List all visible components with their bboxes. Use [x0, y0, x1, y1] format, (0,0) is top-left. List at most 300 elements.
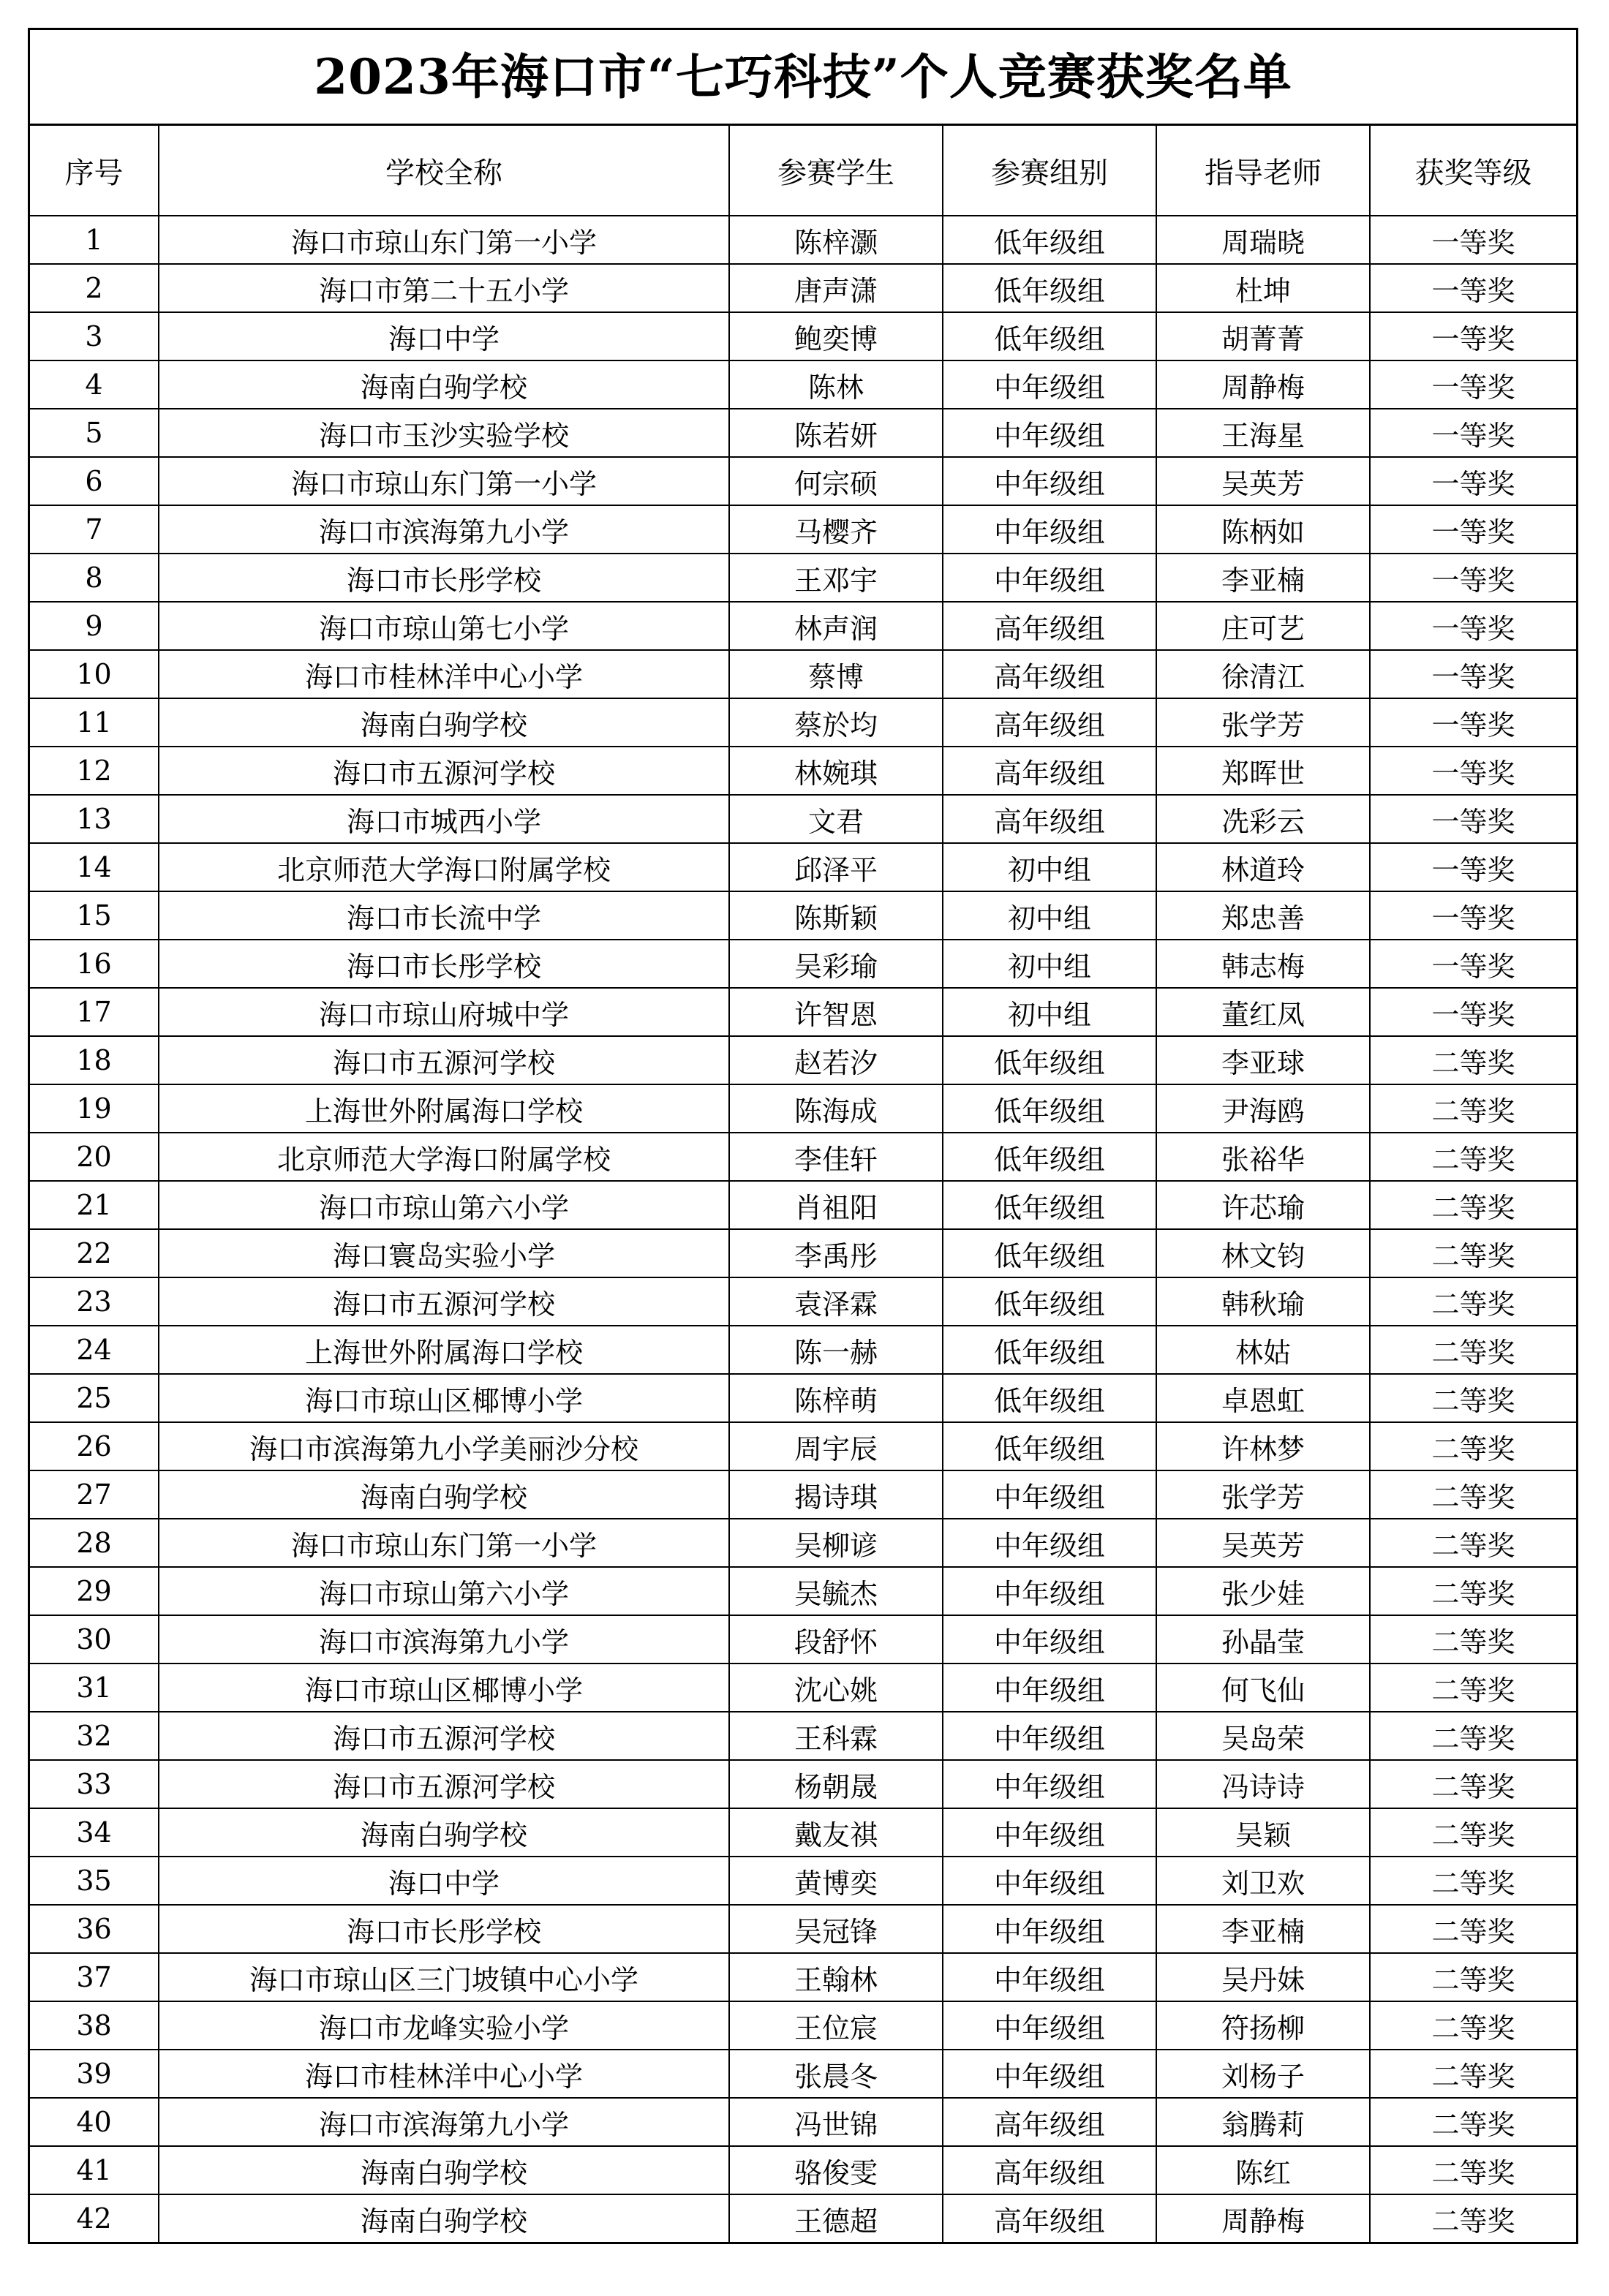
cell-school: 海南白驹学校	[159, 1470, 729, 1519]
cell-school: 海口中学	[159, 312, 729, 360]
cell-group: 高年级组	[943, 698, 1156, 747]
cell-group: 中年级组	[943, 1760, 1156, 1808]
cell-teacher: 林姑	[1156, 1326, 1370, 1374]
cell-group: 低年级组	[943, 216, 1156, 264]
cell-index: 10	[30, 650, 159, 698]
cell-index: 2	[30, 264, 159, 312]
cell-group: 中年级组	[943, 1470, 1156, 1519]
cell-school: 海口市五源河学校	[159, 1760, 729, 1808]
cell-award: 二等奖	[1370, 1422, 1576, 1470]
cell-student: 赵若汐	[729, 1036, 943, 1084]
table-row	[30, 602, 1576, 650]
cell-school: 海口市玉沙实验学校	[159, 409, 729, 457]
cell-student: 袁泽霖	[729, 1277, 943, 1326]
cell-award: 二等奖	[1370, 1036, 1576, 1084]
cell-award: 二等奖	[1370, 1084, 1576, 1133]
table-row	[30, 1760, 1576, 1808]
cell-index: 32	[30, 1712, 159, 1760]
cell-school: 海南白驹学校	[159, 2146, 729, 2194]
cell-teacher: 陈柄如	[1156, 505, 1370, 554]
cell-index: 12	[30, 747, 159, 795]
cell-group: 低年级组	[943, 1181, 1156, 1229]
header-index: 序号	[30, 126, 159, 216]
cell-teacher: 吴英芳	[1156, 457, 1370, 505]
table-row	[30, 1857, 1576, 1905]
cell-award: 二等奖	[1370, 2194, 1576, 2242]
cell-index: 28	[30, 1519, 159, 1567]
cell-group: 中年级组	[943, 1808, 1156, 1857]
cell-award: 一等奖	[1370, 891, 1576, 940]
cell-teacher: 张学芳	[1156, 698, 1370, 747]
cell-student: 李禹彤	[729, 1229, 943, 1277]
cell-school: 上海世外附属海口学校	[159, 1084, 729, 1133]
cell-award: 一等奖	[1370, 747, 1576, 795]
cell-index: 34	[30, 1808, 159, 1857]
cell-student: 戴友祺	[729, 1808, 943, 1857]
cell-group: 高年级组	[943, 795, 1156, 843]
cell-teacher: 吴丹妹	[1156, 1953, 1370, 2001]
cell-award: 一等奖	[1370, 216, 1576, 264]
cell-index: 15	[30, 891, 159, 940]
cell-teacher: 杜坤	[1156, 264, 1370, 312]
cell-school: 海口市五源河学校	[159, 747, 729, 795]
cell-teacher: 韩志梅	[1156, 940, 1370, 988]
cell-award: 二等奖	[1370, 2146, 1576, 2194]
cell-school: 海口市琼山第六小学	[159, 1181, 729, 1229]
cell-award: 二等奖	[1370, 1133, 1576, 1181]
cell-award: 一等奖	[1370, 698, 1576, 747]
cell-student: 王科霖	[729, 1712, 943, 1760]
cell-group: 中年级组	[943, 1953, 1156, 2001]
cell-teacher: 冯诗诗	[1156, 1760, 1370, 1808]
cell-teacher: 李亚楠	[1156, 554, 1370, 602]
table-row	[30, 2146, 1576, 2194]
cell-award: 一等奖	[1370, 795, 1576, 843]
cell-teacher: 张学芳	[1156, 1470, 1370, 1519]
cell-index: 9	[30, 602, 159, 650]
cell-school: 海口中学	[159, 1857, 729, 1905]
cell-teacher: 吴岛荣	[1156, 1712, 1370, 1760]
cell-student: 陈海成	[729, 1084, 943, 1133]
cell-school: 海口市琼山区三门坡镇中心小学	[159, 1953, 729, 2001]
cell-group: 高年级组	[943, 2098, 1156, 2146]
cell-group: 低年级组	[943, 1422, 1156, 1470]
table-row	[30, 2194, 1576, 2242]
cell-index: 17	[30, 988, 159, 1036]
cell-index: 7	[30, 505, 159, 554]
cell-award: 二等奖	[1370, 1615, 1576, 1664]
cell-teacher: 符扬柳	[1156, 2001, 1370, 2050]
cell-school: 海口市滨海第九小学	[159, 2098, 729, 2146]
cell-student: 陈梓灏	[729, 216, 943, 264]
cell-teacher: 冼彩云	[1156, 795, 1370, 843]
cell-school: 海口市琼山区椰博小学	[159, 1374, 729, 1422]
cell-group: 中年级组	[943, 360, 1156, 409]
cell-award: 一等奖	[1370, 312, 1576, 360]
cell-group: 中年级组	[943, 505, 1156, 554]
cell-school: 海南白驹学校	[159, 360, 729, 409]
cell-group: 高年级组	[943, 602, 1156, 650]
cell-school: 海口市琼山东门第一小学	[159, 1519, 729, 1567]
cell-school: 海南白驹学校	[159, 698, 729, 747]
cell-teacher: 林道玲	[1156, 843, 1370, 891]
cell-teacher: 许林梦	[1156, 1422, 1370, 1470]
cell-teacher: 李亚球	[1156, 1036, 1370, 1084]
cell-student: 鲍奕博	[729, 312, 943, 360]
table-row	[30, 940, 1576, 988]
cell-award: 二等奖	[1370, 1326, 1576, 1374]
cell-student: 唐声潇	[729, 264, 943, 312]
cell-teacher: 徐清江	[1156, 650, 1370, 698]
cell-student: 吴毓杰	[729, 1567, 943, 1615]
table-row	[30, 457, 1576, 505]
table-row	[30, 1229, 1576, 1277]
table-row	[30, 1808, 1576, 1857]
cell-award: 二等奖	[1370, 1374, 1576, 1422]
cell-group: 低年级组	[943, 1277, 1156, 1326]
cell-student: 陈若妍	[729, 409, 943, 457]
cell-index: 13	[30, 795, 159, 843]
header-award: 获奖等级	[1370, 126, 1576, 216]
cell-index: 39	[30, 2050, 159, 2098]
cell-student: 林声润	[729, 602, 943, 650]
table-row	[30, 2098, 1576, 2146]
cell-student: 吴冠锋	[729, 1905, 943, 1953]
table-row	[30, 1905, 1576, 1953]
cell-index: 8	[30, 554, 159, 602]
cell-student: 邱泽平	[729, 843, 943, 891]
cell-school: 海口市第二十五小学	[159, 264, 729, 312]
cell-award: 二等奖	[1370, 1857, 1576, 1905]
cell-award: 二等奖	[1370, 1953, 1576, 2001]
cell-teacher: 刘杨子	[1156, 2050, 1370, 2098]
cell-group: 中年级组	[943, 2001, 1156, 2050]
cell-teacher: 郑忠善	[1156, 891, 1370, 940]
table-row	[30, 312, 1576, 360]
cell-group: 低年级组	[943, 1374, 1156, 1422]
cell-index: 23	[30, 1277, 159, 1326]
cell-index: 35	[30, 1857, 159, 1905]
cell-school: 海口市琼山第七小学	[159, 602, 729, 650]
table-row	[30, 1181, 1576, 1229]
cell-teacher: 周静梅	[1156, 2194, 1370, 2242]
cell-group: 高年级组	[943, 2146, 1156, 2194]
cell-teacher: 吴英芳	[1156, 1519, 1370, 1567]
cell-group: 中年级组	[943, 457, 1156, 505]
cell-award: 一等奖	[1370, 554, 1576, 602]
cell-teacher: 许芯瑜	[1156, 1181, 1370, 1229]
cell-award: 二等奖	[1370, 1470, 1576, 1519]
table-row	[30, 2050, 1576, 2098]
cell-group: 低年级组	[943, 1326, 1156, 1374]
cell-school: 海口市五源河学校	[159, 1712, 729, 1760]
cell-student: 何宗硕	[729, 457, 943, 505]
cell-index: 18	[30, 1036, 159, 1084]
cell-school: 海口市桂林洋中心小学	[159, 650, 729, 698]
cell-school: 海口市五源河学校	[159, 1277, 729, 1326]
cell-student: 周宇辰	[729, 1422, 943, 1470]
cell-student: 肖祖阳	[729, 1181, 943, 1229]
table-row	[30, 1470, 1576, 1519]
header-row	[30, 126, 1576, 216]
table-row	[30, 747, 1576, 795]
cell-index: 16	[30, 940, 159, 988]
cell-student: 沈心姚	[729, 1664, 943, 1712]
table-row	[30, 988, 1576, 1036]
cell-school: 上海世外附属海口学校	[159, 1326, 729, 1374]
cell-student: 张晨冬	[729, 2050, 943, 2098]
table-row	[30, 1277, 1576, 1326]
cell-group: 初中组	[943, 843, 1156, 891]
cell-student: 蔡博	[729, 650, 943, 698]
cell-teacher: 刘卫欢	[1156, 1857, 1370, 1905]
cell-index: 27	[30, 1470, 159, 1519]
table-row	[30, 843, 1576, 891]
cell-teacher: 郑晖世	[1156, 747, 1370, 795]
cell-group: 高年级组	[943, 747, 1156, 795]
table-row	[30, 1519, 1576, 1567]
cell-group: 中年级组	[943, 1905, 1156, 1953]
cell-teacher: 卓恩虹	[1156, 1374, 1370, 1422]
cell-student: 许智恩	[729, 988, 943, 1036]
cell-award: 一等奖	[1370, 650, 1576, 698]
cell-group: 中年级组	[943, 2050, 1156, 2098]
cell-school: 海口寰岛实验小学	[159, 1229, 729, 1277]
cell-group: 中年级组	[943, 1664, 1156, 1712]
table-row	[30, 1084, 1576, 1133]
cell-index: 42	[30, 2194, 159, 2242]
cell-student: 陈斯颖	[729, 891, 943, 940]
cell-group: 低年级组	[943, 1133, 1156, 1181]
header-student: 参赛学生	[729, 126, 943, 216]
header-group: 参赛组别	[943, 126, 1156, 216]
cell-award: 二等奖	[1370, 2001, 1576, 2050]
cell-award: 二等奖	[1370, 1808, 1576, 1857]
table-row	[30, 1374, 1576, 1422]
cell-index: 14	[30, 843, 159, 891]
cell-teacher: 张裕华	[1156, 1133, 1370, 1181]
cell-school: 海口市长彤学校	[159, 940, 729, 988]
cell-student: 冯世锦	[729, 2098, 943, 2146]
cell-school: 海口市城西小学	[159, 795, 729, 843]
table-row	[30, 698, 1576, 747]
cell-student: 黄博奕	[729, 1857, 943, 1905]
table-row	[30, 216, 1576, 264]
cell-index: 6	[30, 457, 159, 505]
cell-award: 一等奖	[1370, 940, 1576, 988]
cell-teacher: 翁腾莉	[1156, 2098, 1370, 2146]
cell-index: 1	[30, 216, 159, 264]
cell-teacher: 尹海鸥	[1156, 1084, 1370, 1133]
table-row	[30, 795, 1576, 843]
cell-group: 低年级组	[943, 312, 1156, 360]
cell-school: 海口市桂林洋中心小学	[159, 2050, 729, 2098]
cell-index: 36	[30, 1905, 159, 1953]
cell-student: 吴彩瑜	[729, 940, 943, 988]
cell-index: 21	[30, 1181, 159, 1229]
cell-student: 杨朝晟	[729, 1760, 943, 1808]
cell-award: 二等奖	[1370, 1567, 1576, 1615]
cell-teacher: 李亚楠	[1156, 1905, 1370, 1953]
cell-student: 陈一赫	[729, 1326, 943, 1374]
cell-student: 林婉琪	[729, 747, 943, 795]
cell-school: 海口市长彤学校	[159, 554, 729, 602]
cell-school: 海口市龙峰实验小学	[159, 2001, 729, 2050]
cell-award: 二等奖	[1370, 1181, 1576, 1229]
cell-group: 中年级组	[943, 1615, 1156, 1664]
cell-index: 41	[30, 2146, 159, 2194]
cell-student: 段舒怀	[729, 1615, 943, 1664]
cell-group: 低年级组	[943, 264, 1156, 312]
cell-school: 海口市琼山区椰博小学	[159, 1664, 729, 1712]
cell-school: 海口市琼山东门第一小学	[159, 457, 729, 505]
table-row	[30, 1422, 1576, 1470]
cell-award: 二等奖	[1370, 1905, 1576, 1953]
cell-student: 王翰林	[729, 1953, 943, 2001]
table-row	[30, 650, 1576, 698]
cell-award: 一等奖	[1370, 988, 1576, 1036]
table-row	[30, 1036, 1576, 1084]
cell-index: 30	[30, 1615, 159, 1664]
cell-index: 40	[30, 2098, 159, 2146]
table-body	[30, 216, 1576, 2242]
cell-award: 二等奖	[1370, 1277, 1576, 1326]
cell-school: 海口市长彤学校	[159, 1905, 729, 1953]
cell-school: 海口市长流中学	[159, 891, 729, 940]
cell-student: 陈林	[729, 360, 943, 409]
cell-index: 26	[30, 1422, 159, 1470]
cell-index: 3	[30, 312, 159, 360]
cell-group: 初中组	[943, 940, 1156, 988]
cell-group: 中年级组	[943, 554, 1156, 602]
cell-student: 骆俊雯	[729, 2146, 943, 2194]
cell-group: 中年级组	[943, 409, 1156, 457]
cell-teacher: 孙晶莹	[1156, 1615, 1370, 1664]
cell-teacher: 陈红	[1156, 2146, 1370, 2194]
cell-teacher: 张少娃	[1156, 1567, 1370, 1615]
table-row	[30, 1133, 1576, 1181]
cell-award: 二等奖	[1370, 1519, 1576, 1567]
cell-student: 蔡於均	[729, 698, 943, 747]
table-row	[30, 409, 1576, 457]
cell-school: 海口市滨海第九小学	[159, 1615, 729, 1664]
cell-student: 揭诗琪	[729, 1470, 943, 1519]
cell-school: 海口市滨海第九小学	[159, 505, 729, 554]
cell-teacher: 何飞仙	[1156, 1664, 1370, 1712]
cell-index: 31	[30, 1664, 159, 1712]
cell-school: 北京师范大学海口附属学校	[159, 1133, 729, 1181]
cell-student: 李佳轩	[729, 1133, 943, 1181]
cell-student: 吴柳谚	[729, 1519, 943, 1567]
cell-teacher: 吴颖	[1156, 1808, 1370, 1857]
cell-award: 二等奖	[1370, 1712, 1576, 1760]
cell-school: 海口市琼山第六小学	[159, 1567, 729, 1615]
header-teacher: 指导老师	[1156, 126, 1370, 216]
cell-school: 海南白驹学校	[159, 2194, 729, 2242]
cell-index: 25	[30, 1374, 159, 1422]
award-list-document	[28, 28, 1578, 2244]
cell-index: 4	[30, 360, 159, 409]
cell-group: 中年级组	[943, 1857, 1156, 1905]
cell-group: 初中组	[943, 988, 1156, 1036]
cell-award: 一等奖	[1370, 602, 1576, 650]
cell-teacher: 庄可艺	[1156, 602, 1370, 650]
cell-index: 29	[30, 1567, 159, 1615]
table-row	[30, 505, 1576, 554]
cell-student: 王德超	[729, 2194, 943, 2242]
cell-student: 陈梓萌	[729, 1374, 943, 1422]
table-row	[30, 1712, 1576, 1760]
cell-index: 22	[30, 1229, 159, 1277]
cell-school: 北京师范大学海口附属学校	[159, 843, 729, 891]
cell-teacher: 胡菁菁	[1156, 312, 1370, 360]
cell-index: 5	[30, 409, 159, 457]
cell-award: 二等奖	[1370, 2098, 1576, 2146]
table-row	[30, 891, 1576, 940]
cell-student: 王位宸	[729, 2001, 943, 2050]
table-row	[30, 360, 1576, 409]
table-row	[30, 554, 1576, 602]
cell-student: 文君	[729, 795, 943, 843]
cell-award: 一等奖	[1370, 457, 1576, 505]
cell-index: 24	[30, 1326, 159, 1374]
header-school: 学校全称	[159, 126, 729, 216]
cell-student: 马樱齐	[729, 505, 943, 554]
cell-award: 二等奖	[1370, 1229, 1576, 1277]
cell-award: 一等奖	[1370, 360, 1576, 409]
cell-index: 19	[30, 1084, 159, 1133]
table-row	[30, 1664, 1576, 1712]
cell-group: 低年级组	[943, 1229, 1156, 1277]
cell-school: 海口市五源河学校	[159, 1036, 729, 1084]
cell-index: 38	[30, 2001, 159, 2050]
cell-teacher: 王海星	[1156, 409, 1370, 457]
cell-group: 低年级组	[943, 1036, 1156, 1084]
document-title: 2023年海口市“七巧科技”个人竞赛获奖名单	[30, 30, 1576, 126]
cell-award: 一等奖	[1370, 505, 1576, 554]
cell-award: 二等奖	[1370, 2050, 1576, 2098]
cell-award: 一等奖	[1370, 264, 1576, 312]
cell-group: 初中组	[943, 891, 1156, 940]
cell-school: 海口市琼山府城中学	[159, 988, 729, 1036]
cell-school: 海南白驹学校	[159, 1808, 729, 1857]
cell-group: 高年级组	[943, 650, 1156, 698]
cell-group: 中年级组	[943, 1567, 1156, 1615]
cell-award: 一等奖	[1370, 843, 1576, 891]
cell-index: 11	[30, 698, 159, 747]
award-table	[30, 126, 1576, 2242]
table-row	[30, 1567, 1576, 1615]
cell-group: 高年级组	[943, 2194, 1156, 2242]
cell-school: 海口市琼山东门第一小学	[159, 216, 729, 264]
cell-school: 海口市滨海第九小学美丽沙分校	[159, 1422, 729, 1470]
cell-award: 二等奖	[1370, 1760, 1576, 1808]
table-row	[30, 1953, 1576, 2001]
cell-award: 二等奖	[1370, 1664, 1576, 1712]
cell-teacher: 周瑞晓	[1156, 216, 1370, 264]
table-row	[30, 2001, 1576, 2050]
cell-group: 低年级组	[943, 1084, 1156, 1133]
cell-student: 王邓宇	[729, 554, 943, 602]
cell-index: 20	[30, 1133, 159, 1181]
cell-award: 一等奖	[1370, 409, 1576, 457]
cell-teacher: 韩秋瑜	[1156, 1277, 1370, 1326]
table-row	[30, 264, 1576, 312]
table-row	[30, 1326, 1576, 1374]
cell-index: 37	[30, 1953, 159, 2001]
cell-teacher: 周静梅	[1156, 360, 1370, 409]
cell-group: 中年级组	[943, 1712, 1156, 1760]
